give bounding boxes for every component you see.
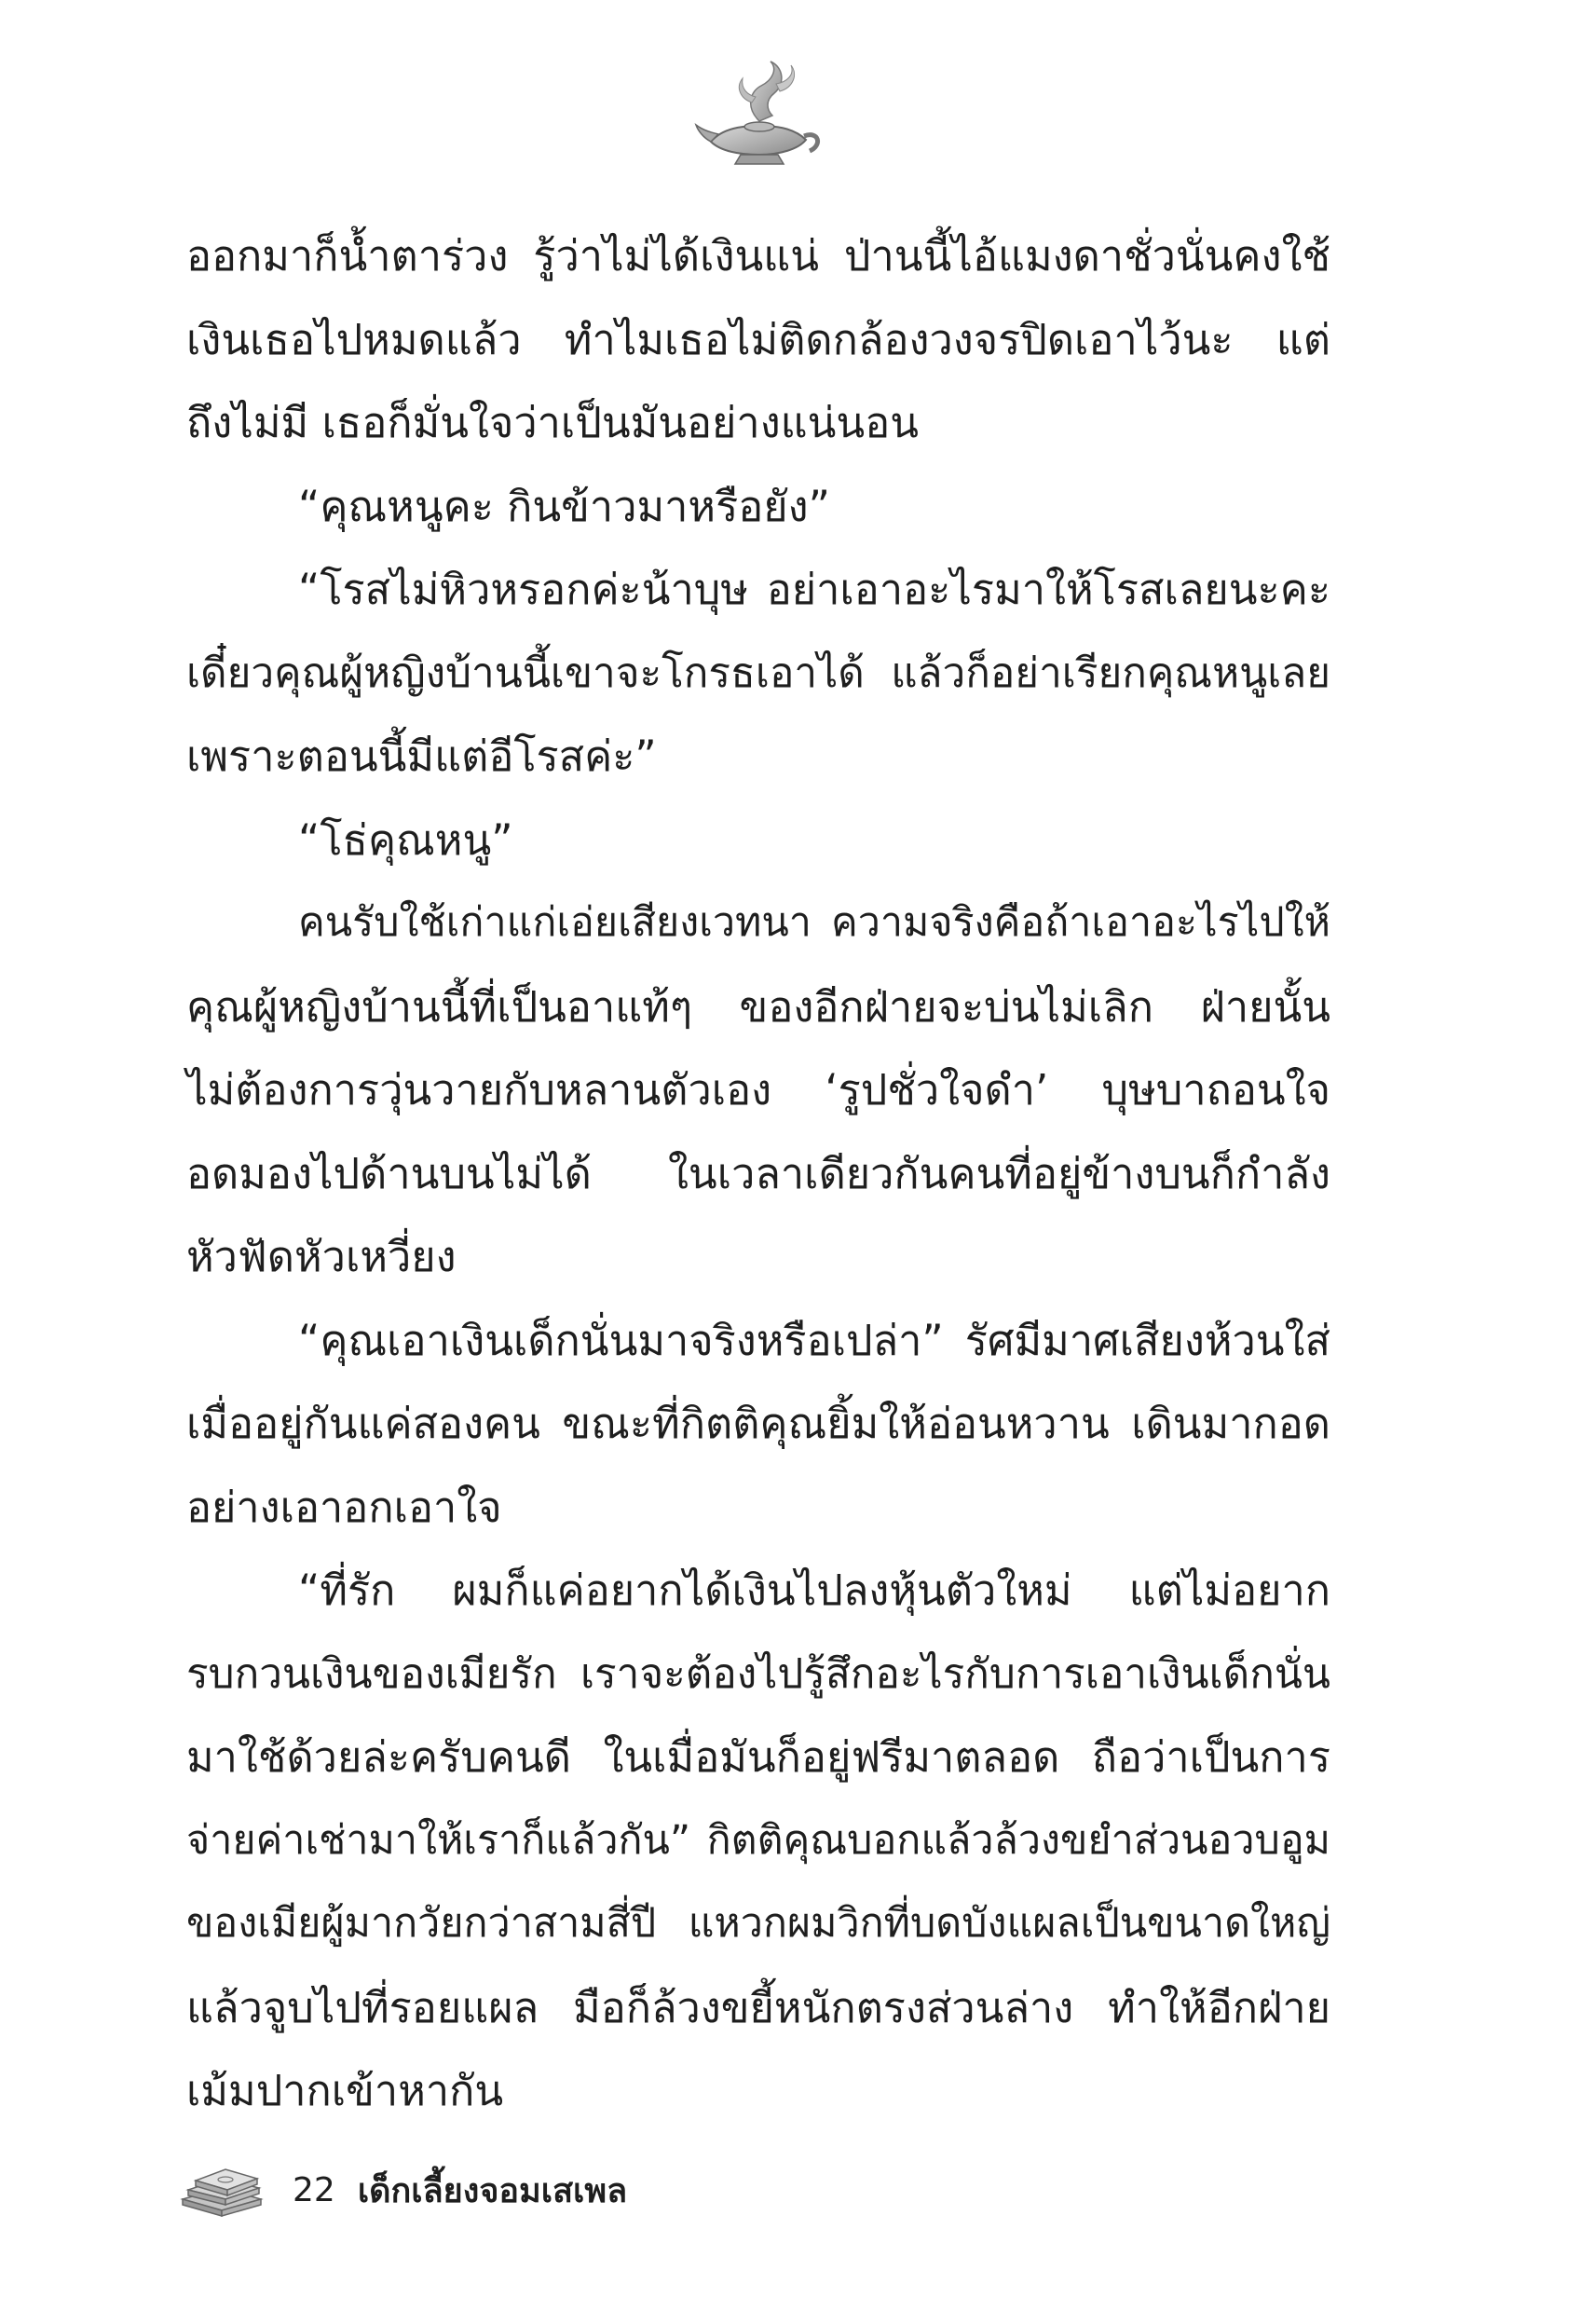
genie-lamp-icon [694, 56, 825, 172]
text-line: “คุณหนูคะ กินข้าวมาหรือยัง” [298, 481, 830, 531]
text-line: รบกวนเงินของเมียรัก เราจะต้องไปรู้สึกอะไรกับการเอาเงินเด็กนั่น [186, 1649, 1330, 1698]
text-line: เม้มปากเข้าหากัน [186, 2066, 504, 2115]
text-line: อย่างเอาอกเอาใจ [186, 1482, 502, 1532]
page-footer [179, 2162, 627, 2218]
text-line: “โธ่คุณหนู” [298, 814, 513, 865]
text-line: หัวฟัดหัวเหวี่ยง [186, 1232, 457, 1281]
text-line: ไม่ต้องการวุ่นวายกับหลานตัวเอง ‘รูปชั่วใจดำ’ บุษบาถอนใจ [186, 1065, 1330, 1114]
text-line: จ่ายค่าเช่ามาให้เราก็แล้วกัน” กิตติคุณบอกแล้วล้วงขยำส่วนอวบอูม [186, 1816, 1330, 1864]
text-line: ออกมาก็น้ำตาร่วง รู้ว่าไม่ได้เงินแน่ ป่านนี้ไอ้แมงดาชั่วนั่นคงใช้ [186, 231, 1330, 280]
text-line: มาใช้ด้วยล่ะครับคนดี ในเมื่อมันก็อยู่ฟรีมาตลอด ถือว่าเป็นการ [186, 1732, 1330, 1782]
money-stack-icon [179, 2162, 265, 2218]
text-line: คนรับใช้เก่าแก่เอ่ยเสียงเวทนา ความจริงคือถ้าเอาอะไรไปให้ [298, 899, 1330, 946]
text-line: คุณผู้หญิงบ้านนี้ที่เป็นอาแท้ๆ ของอีกฝ่ายจะบ่นไม่เลิก ฝ่ายนั้น [186, 981, 1330, 1032]
text-line: ของเมียผู้มากวัยกว่าสามสี่ปี แหวกผมวิกที่บดบังแผลเป็นขนาดใหญ่ [186, 1900, 1330, 1947]
book-title: เด็กเลี้ยงจอมเสเพล [357, 2171, 628, 2210]
text-line: เมื่ออยู่กันแค่สองคน ขณะที่กิตติคุณยิ้มให้อ่อนหวาน เดินมากอด [186, 1399, 1330, 1448]
text-line: “โรสไม่หิวหรอกค่ะน้าบุษ อย่าเอาอะไรมาให้โรสเลยนะคะ [298, 565, 1330, 614]
text-line: “ที่รัก ผมก็แค่อยากได้เงินไปลงหุ้นตัวใหม่ แต่ไม่อยาก [298, 1566, 1330, 1615]
page-number: 22 [293, 2170, 335, 2209]
text-line: ถึงไม่มี เธอก็มั่นใจว่าเป็นมันอย่างแน่นอน [186, 398, 919, 447]
text-line: เงินเธอไปหมดแล้ว ทำไมเธอไม่ติดกล้องวงจรปิดเอาไว้นะ แต่ [186, 314, 1330, 364]
text-line: “คุณเอาเงินเด็กนั่นมาจริงหรือเปล่า” รัศมีมาศเสียงห้วนใส่ [298, 1315, 1330, 1365]
text-line: แล้วจูบไปที่รอยแผล มือก็ล้วงขยี้หนักตรงส่วนล่าง ทำให้อีกฝ่าย [186, 1982, 1330, 2032]
text-line: อดมองไปด้านบนไม่ได้ ในเวลาเดียวกันคนที่อยู่ข้างบนก็กำลัง [186, 1148, 1330, 1198]
body-text [186, 214, 1330, 2133]
text-line: เพราะตอนนี้มีแต่อีโรสค่ะ” [186, 732, 657, 781]
text-line: เดี๋ยวคุณผู้หญิงบ้านนี้เขาจะโกรธเอาได้ แล้วก็อย่าเรียกคุณหนูเลย [186, 649, 1330, 697]
